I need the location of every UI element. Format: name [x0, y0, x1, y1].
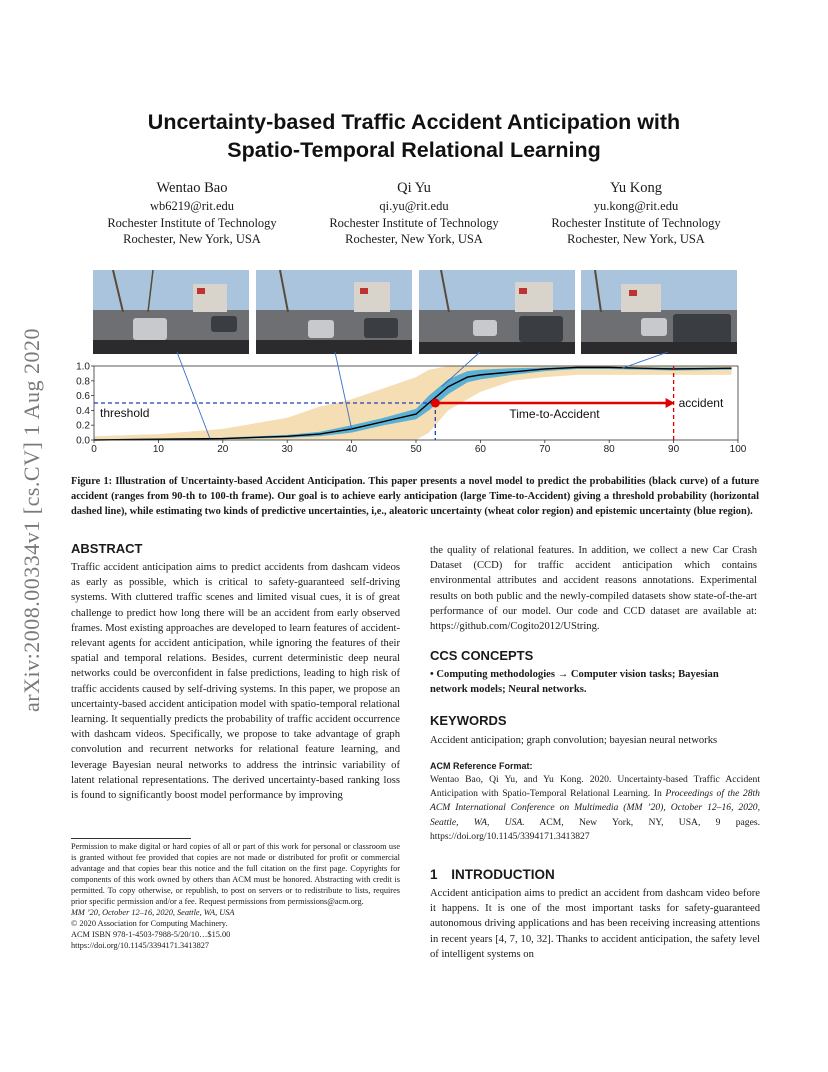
dashcam-frame-4	[581, 270, 737, 354]
x-tick-label: 10	[152, 444, 164, 455]
ccs-line-2: network models; Neural networks.	[430, 684, 587, 696]
section-title: INTRODUCTION	[451, 867, 555, 882]
author-institution: Rochester Institute of Technology	[107, 215, 277, 230]
acm-reference-text	[430, 773, 760, 844]
author-name: Qi Yu	[397, 180, 431, 196]
permission-text: Permission to make digital or hard copies of all or part of this work for personal or classroom use is granted without fee provided that copies are not made or distributed for profit or commercial advantage and that copies bear this notice and the full citation on the first page. Copyrights for components of this work owned by others than ACM must be honored. Abstracting with credit is permitted. To copy otherwise, or republish, to post on servers or to redistribute to lists, requires prior specific permission and/or a fee. Request permissions from permissions@acm.org.	[71, 842, 400, 906]
arxiv-identifier	[12, 285, 52, 755]
y-tick-label: 0.0	[76, 435, 90, 447]
y-tick-label: 0.8	[76, 376, 90, 388]
title-line-2: Spatio-Temporal Relational Learning	[227, 138, 601, 162]
x-tick-label: 30	[281, 444, 293, 455]
anticipation-point	[431, 399, 440, 408]
keywords-heading: KEYWORDS	[430, 713, 507, 728]
accident-probability-chart	[60, 352, 760, 456]
dashcam-frame-1	[93, 270, 249, 354]
x-tick-label: 60	[474, 444, 486, 455]
author-block-2	[304, 178, 524, 248]
x-tick-label: 70	[539, 444, 551, 455]
author-location: Rochester, New York, USA	[567, 232, 705, 246]
author-block-1	[82, 178, 302, 248]
ccs-concepts	[430, 667, 760, 697]
author-email: wb6219@rit.edu	[149, 199, 235, 213]
section-number: 1	[430, 867, 438, 882]
ccs-line-1	[430, 667, 760, 682]
y-tick-label: 0.2	[76, 420, 90, 432]
x-tick-label: 90	[668, 444, 680, 455]
permission-notice	[71, 841, 400, 951]
acm-reference-part-1: Wentao Bao, Qi Yu, and Yu Kong. 2020. Uncertainty-based Traffic Accident Anticipation with Spatio-Temporal Relational Learning. In	[430, 774, 760, 800]
author-name: Wentao Bao	[156, 180, 228, 196]
x-tick-label: 80	[603, 444, 615, 455]
y-tick-label: 1.0	[76, 361, 90, 373]
paper-title	[80, 108, 748, 164]
x-tick-label: 50	[410, 444, 422, 455]
keywords-text: Accident anticipation; graph convolution; bayesian neural networks	[430, 735, 718, 746]
time-to-accident-label: Time-to-Accident	[509, 407, 600, 421]
dashcam-frame-2	[256, 270, 412, 354]
author-institution: Rochester Institute of Technology	[551, 215, 721, 230]
accident-label: accident	[678, 396, 724, 410]
x-tick-label: 20	[217, 444, 229, 455]
arxiv-identifier-text: arXiv:2008.00334v1 [cs.CV] 1 Aug 2020	[19, 328, 45, 712]
introduction-text: Accident anticipation aims to predict an accident from dashcam video before it happens. It is one of the most important tasks for safety-guaranteed autonomous driving applications and has been receiving increasing attentions in recent years [4, 7, 10, 32]. Thanks to accident anticipation, the safety level of intelligent systems on	[430, 888, 760, 960]
title-line-1: Uncertainty-based Traffic Accident Anticipation with	[147, 110, 681, 134]
copyright-line: © 2020 Association for Computing Machinery.	[71, 919, 228, 928]
time-to-accident-arrowhead	[666, 398, 675, 408]
doi-line: https://doi.org/10.1145/3394171.3413827	[71, 941, 210, 950]
abstract-heading: ABSTRACT	[71, 541, 143, 556]
x-tick-label: 40	[346, 444, 358, 455]
acm-reference-heading: ACM Reference Format:	[430, 761, 533, 771]
ccs-line-1-text: Computing methodologies → Computer vision tasks; Bayesian	[436, 669, 719, 680]
figure-caption: Figure 1: Illustration of Uncertainty-based Accident Anticipation. This paper presents a novel model to predict the probabilities (black curve) of a future accident (ranges from 90-th to 100-th frame). Our goal is to achieve early anticipation (large Time-to-Accident) giving a threshold probability (horizontal dashed line), while estimating two kinds of predictive uncertainties, i,e., aleatoric uncertainty (wheat color region) and epistemic uncertainty (blue region).	[71, 476, 759, 518]
abstract-continued: the quality of relational features. In addition, we collect a new Car Crash Dataset (CCD) for traffic accident anticipation which contains environmental attributes and accident reasons annotations. Experimental results on both public and the newly-compiled datasets show state-of-the-art performance of our model. Our code and CCD dataset are available at: https://github.com/Cogito2012/UString.	[430, 545, 757, 633]
y-tick-label: 0.4	[76, 405, 90, 417]
dashcam-frame-3	[419, 270, 575, 354]
author-email: qi.yu@rit.edu	[379, 199, 449, 213]
y-tick-label: 0.6	[76, 391, 90, 403]
author-institution: Rochester Institute of Technology	[329, 215, 499, 230]
author-location: Rochester, New York, USA	[123, 232, 261, 246]
footnote-separator	[71, 838, 191, 839]
x-tick-label: 100	[729, 444, 747, 455]
author-email: yu.kong@rit.edu	[593, 199, 679, 213]
author-name: Yu Kong	[610, 180, 662, 196]
ccs-bullet: •	[430, 669, 434, 680]
isbn-line: ACM ISBN 978-1-4503-7988-5/20/10…$15.00	[71, 930, 231, 939]
x-tick-label: 0	[91, 444, 97, 455]
author-location: Rochester, New York, USA	[345, 232, 483, 246]
introduction-heading	[430, 867, 555, 882]
frame-connector-line	[177, 352, 210, 439]
abstract-text: Traffic accident anticipation aims to predict accidents from dashcam videos as early as possible, which is critical to safety-guaranteed self-driving systems. With cluttered traffic scenes and limited visual cues, it is of great challenge to predict how long there will be an accident from early observed frames. Most existing approaches are developed to learn features of accident-relevant agents for accident anticipation, while ignoring the features of their spatial and temporal relations. Besides, current deterministic deep neural networks could be overconfident in false predictions, leading to high risk of traffic accidents caused by self-driving systems. In this paper, we propose an uncertainty-based accident anticipation model with spatio-temporal relational learning. It sequentially predicts the probability of traffic accident occurrence with dashcam videos. Specifically, we propose to take advantage of graph convolution and recurrent networks for relational feature learning, and leverage Bayesian neural networks to address the intrinsic variability of latent relational representations. The derived uncertainty-based ranking loss is found to significantly boost model performance by improving	[71, 562, 400, 802]
conference-line: MM ’20, October 12–16, 2020, Seattle, WA, USA	[71, 908, 235, 917]
threshold-label: threshold	[100, 406, 150, 420]
acm-reference-part-3: ACM, New York, NY, USA, 9 pages. https://doi.org/10.1145/3394171.3413827	[430, 816, 760, 842]
ccs-heading: CCS CONCEPTS	[430, 648, 534, 663]
acm-reference-part-2: Proceedings of the 28th ACM International Conference on Multimedia (MM ’20), October 12–16, 2020, Seattle, WA, USA.	[430, 788, 760, 828]
author-block-3	[526, 178, 746, 248]
